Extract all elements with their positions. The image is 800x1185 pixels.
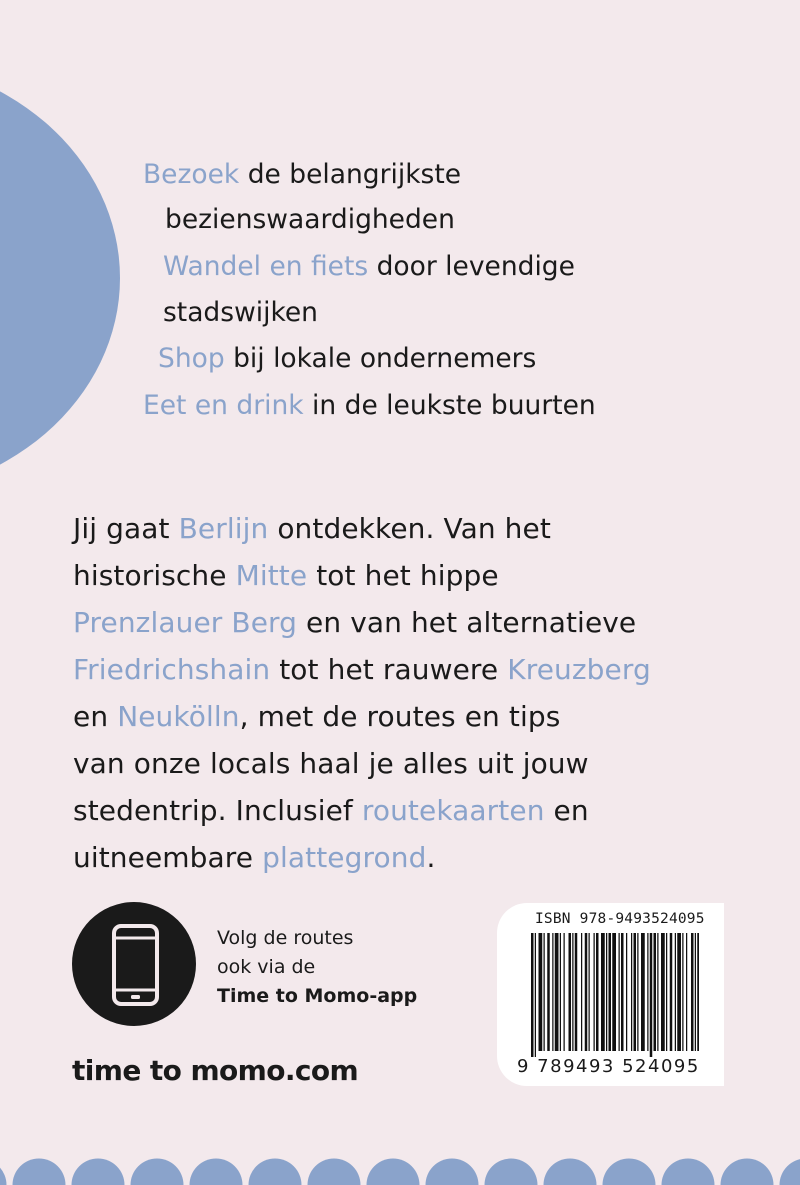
feature-text: de belangrijkste bbox=[247, 159, 462, 190]
barcode-bar bbox=[547, 933, 550, 1051]
barcode-bar bbox=[691, 933, 694, 1051]
barcode-bar bbox=[682, 933, 683, 1051]
scallop bbox=[131, 1159, 184, 1185]
intro-highlight: Kreuzberg bbox=[507, 653, 651, 686]
barcode-bar bbox=[552, 933, 553, 1051]
barcode-bar bbox=[697, 933, 699, 1051]
intro-highlight: Friedrichshain bbox=[73, 653, 271, 686]
feature-item bbox=[143, 383, 596, 429]
scallop bbox=[367, 1159, 420, 1185]
barcode-bars bbox=[531, 933, 699, 1057]
scallop bbox=[72, 1159, 125, 1185]
barcode-bar bbox=[661, 933, 665, 1051]
feature-text: bezienswaardigheden bbox=[165, 204, 455, 235]
barcode-bar bbox=[560, 933, 561, 1051]
barcode-bar bbox=[581, 933, 582, 1051]
scallop bbox=[603, 1159, 656, 1185]
barcode-bar bbox=[544, 933, 545, 1051]
barcode-bar bbox=[621, 933, 624, 1051]
barcode-bar bbox=[535, 933, 536, 1057]
barcode-bar bbox=[631, 933, 632, 1051]
brand-logo: time to momo.com bbox=[72, 1054, 359, 1087]
intro-text: stedentrip. Inclusief bbox=[73, 794, 362, 827]
scallop bbox=[13, 1159, 66, 1185]
barcode-bar bbox=[564, 933, 565, 1051]
barcode-bar bbox=[670, 933, 673, 1051]
intro-text: . bbox=[426, 841, 436, 874]
intro-paragraph bbox=[73, 505, 773, 881]
intro-highlight: Berlijn bbox=[178, 512, 269, 545]
intro-line bbox=[73, 599, 773, 646]
barcode-bar bbox=[675, 933, 676, 1051]
scallop bbox=[426, 1159, 479, 1185]
barcode-bar bbox=[589, 933, 590, 1051]
intro-highlight: plattegrond bbox=[262, 841, 427, 874]
feature-text: bij lokale ondernemers bbox=[233, 343, 537, 374]
barcode-bar bbox=[650, 933, 653, 1057]
barcode-bar bbox=[601, 933, 605, 1051]
scallop bbox=[662, 1159, 715, 1185]
scallop bbox=[249, 1159, 302, 1185]
scallop bbox=[0, 1159, 7, 1185]
app-promo-text bbox=[217, 924, 417, 1011]
app-badge bbox=[72, 902, 196, 1026]
intro-text: uitneembare bbox=[73, 841, 263, 874]
barcode-bar bbox=[637, 933, 638, 1051]
app-promo-line: Volg de routes bbox=[217, 927, 354, 949]
feature-text: door levendige bbox=[376, 251, 575, 282]
intro-line bbox=[73, 834, 773, 881]
barcode-bar bbox=[531, 933, 534, 1057]
barcode-bar bbox=[609, 933, 612, 1051]
barcode-bar bbox=[657, 933, 658, 1051]
intro-line bbox=[73, 693, 773, 740]
intro-line bbox=[73, 740, 773, 787]
scallop bbox=[190, 1159, 243, 1185]
app-name: Time to Momo-app bbox=[217, 985, 418, 1007]
intro-line bbox=[73, 552, 773, 599]
intro-line bbox=[73, 646, 773, 693]
barcode-bar bbox=[677, 933, 681, 1051]
app-promo-line: ook via de bbox=[217, 956, 316, 978]
scallop bbox=[721, 1159, 774, 1185]
feature-highlight: Eet en drink bbox=[143, 390, 304, 421]
feature-highlight: Shop bbox=[158, 343, 225, 374]
barcode-bar bbox=[596, 933, 599, 1051]
isbn-label: ISBN 978-9493524095 bbox=[535, 911, 705, 927]
intro-text: en van het alternatieve bbox=[297, 606, 637, 639]
intro-text: , met de routes en tips bbox=[239, 700, 561, 733]
feature-item bbox=[158, 336, 536, 382]
barcode-bar bbox=[686, 933, 687, 1051]
barcode-bar bbox=[647, 933, 648, 1051]
intro-line bbox=[73, 505, 773, 552]
feature-item bbox=[165, 197, 455, 243]
decorative-half-circle bbox=[0, 58, 120, 498]
intro-text: tot het hippe bbox=[307, 559, 499, 592]
scallop bbox=[780, 1159, 800, 1185]
barcode-bar bbox=[619, 933, 620, 1051]
intro-text: en bbox=[544, 794, 589, 827]
intro-highlight: Prenzlauer Berg bbox=[73, 606, 298, 639]
feature-highlight: Wandel en fiets bbox=[163, 251, 369, 282]
intro-highlight: routekaarten bbox=[361, 794, 545, 827]
feature-item bbox=[143, 152, 461, 198]
barcode-bar bbox=[666, 933, 667, 1051]
scallop-border bbox=[0, 1130, 800, 1185]
scallop bbox=[485, 1159, 538, 1185]
intro-text: tot het rauwere bbox=[270, 653, 508, 686]
scallop bbox=[544, 1159, 597, 1185]
barcode-bar bbox=[594, 933, 595, 1051]
smartphone-icon bbox=[72, 902, 196, 1026]
barcode-bar bbox=[555, 933, 559, 1051]
barcode-bar bbox=[539, 933, 543, 1051]
intro-text: Jij gaat bbox=[73, 512, 179, 545]
intro-highlight: Neukölln bbox=[117, 700, 240, 733]
barcode-bar bbox=[606, 933, 607, 1051]
intro-text: ontdekken. Van het bbox=[268, 512, 551, 545]
barcode-bar bbox=[572, 933, 573, 1051]
intro-text: historische bbox=[73, 559, 236, 592]
barcode-bar bbox=[626, 933, 627, 1051]
intro-text: van onze locals haal je alles uit jouw bbox=[73, 747, 589, 780]
feature-item bbox=[163, 244, 575, 290]
intro-line bbox=[73, 787, 773, 834]
barcode-bar bbox=[634, 933, 637, 1051]
barcode-bar bbox=[585, 933, 588, 1051]
isbn-digits: 9 789493 524095 bbox=[517, 1056, 700, 1077]
feature-text: in de leukste buurten bbox=[312, 390, 596, 421]
scallop bbox=[308, 1159, 361, 1185]
barcode-bar bbox=[612, 933, 616, 1051]
feature-item bbox=[163, 290, 318, 336]
feature-text: stadswijken bbox=[163, 297, 318, 328]
feature-highlight: Bezoek bbox=[143, 159, 240, 190]
barcode-bar bbox=[695, 933, 696, 1051]
intro-highlight: Mitte bbox=[235, 559, 308, 592]
barcode-bar bbox=[641, 933, 645, 1051]
barcode-bar bbox=[654, 933, 657, 1051]
barcode-bar bbox=[569, 933, 572, 1051]
intro-text: en bbox=[73, 700, 118, 733]
barcode-bar bbox=[575, 933, 578, 1051]
